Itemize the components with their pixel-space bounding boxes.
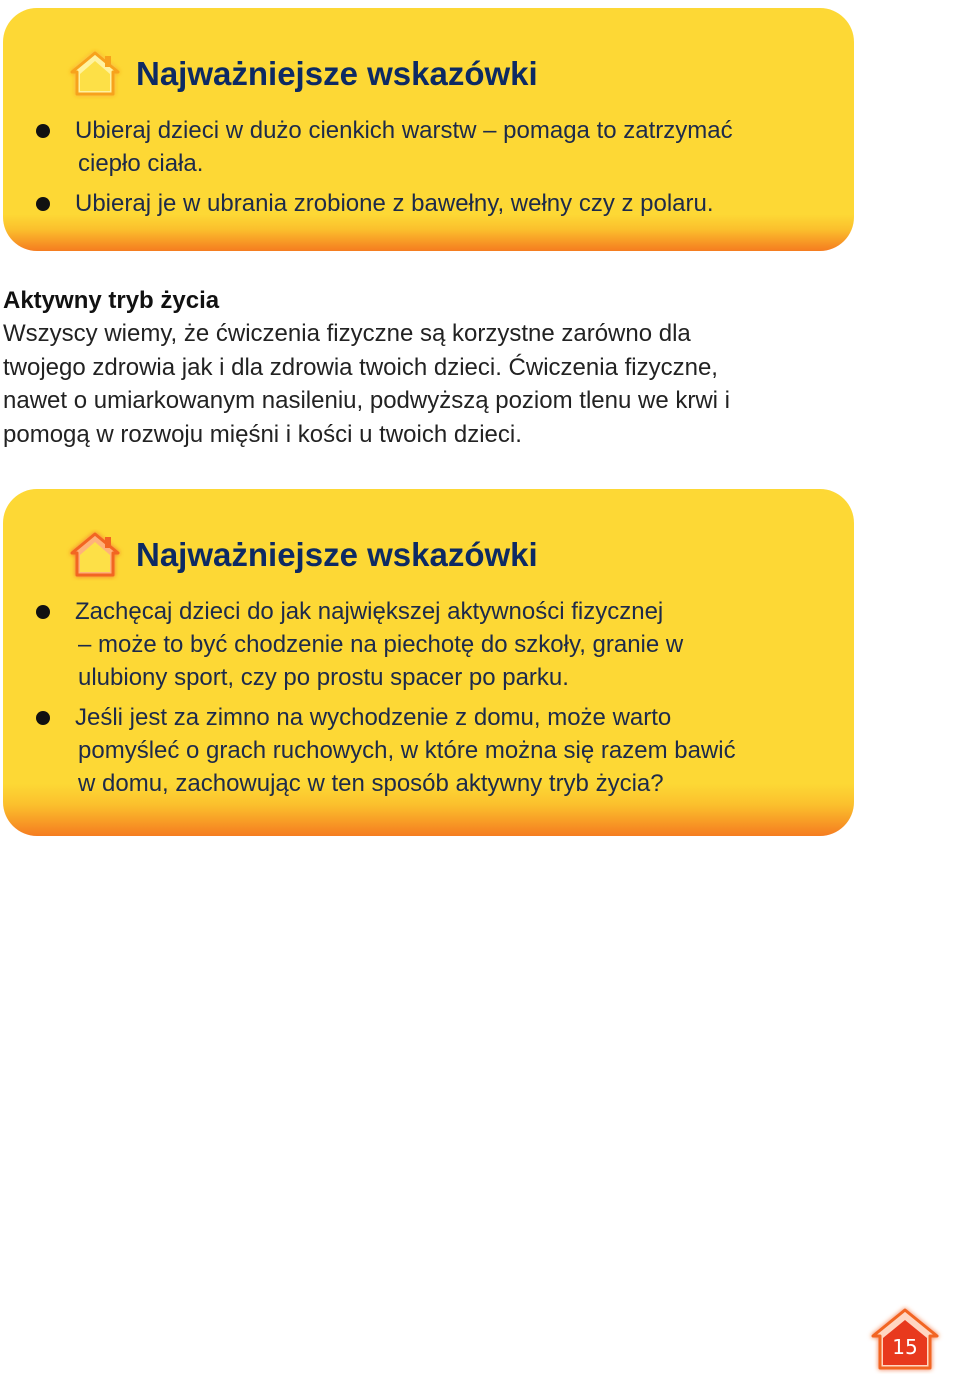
house-icon (66, 48, 124, 100)
tip-list (23, 595, 834, 807)
section-body-line: twojego zdrowia jak i dla zdrowia twoich dzieci. Ćwiczenia fizyczne, (3, 353, 718, 381)
tip-box-header (66, 48, 538, 100)
list-item (23, 187, 834, 220)
page-number-badge (866, 1304, 944, 1374)
section-body-line: pomogą w rozwoju mięśni i kości u twoich dzieci. (3, 420, 522, 448)
section-heading: Aktywny tryb życia (3, 287, 220, 314)
active-lifestyle-section (3, 284, 923, 451)
list-item-line: – może to być chodzenie na piechotę do szkoły, granie w (78, 631, 684, 658)
list-item (23, 595, 834, 694)
bullet-icon (36, 124, 50, 138)
list-item-line: Jeśli jest za zimno na wychodzenie z domu, może warto (75, 704, 672, 731)
section-body-line: nawet o umiarkowanym nasileniu, podwyższą poziom tlenu we krwi i (3, 387, 730, 414)
tip-box-title: Najważniejsze wskazówki (136, 536, 538, 573)
bullet-icon (36, 197, 50, 211)
list-item-line: ulubiony sport, czy po prostu spacer po parku. (78, 664, 569, 691)
section-body (3, 317, 923, 451)
page-number: 15 (892, 1335, 918, 1359)
list-item (23, 114, 834, 180)
bullet-icon (36, 605, 50, 619)
list-item-line: pomyśleć o grach ruchowych, w które można się razem bawić (78, 737, 736, 764)
tip-list (23, 114, 834, 227)
list-item-line: ciepło ciała. (78, 150, 204, 177)
list-item-line: Ubieraj je w ubrania zrobione z bawełny, wełny czy z polaru. (75, 190, 714, 217)
list-item-line: w domu, zachowując w ten sposób aktywny tryb życia? (78, 770, 664, 797)
section-body-line: Wszyscy wiemy, że ćwiczenia fizyczne są korzystne zarówno dla (3, 320, 691, 347)
tip-box-activity (3, 489, 854, 836)
list-item-line: Ubieraj dzieci w dużo cienkich warstw – pomaga to zatrzymać (75, 117, 733, 144)
bullet-icon (36, 711, 50, 725)
list-item-line: Zachęcaj dzieci do jak największej aktywności fizycznej (75, 598, 664, 625)
house-icon (66, 529, 124, 581)
tip-box-clothing (3, 8, 854, 251)
tip-box-title: Najważniejsze wskazówki (136, 55, 538, 92)
list-item (23, 701, 834, 800)
tip-box-header (66, 529, 538, 581)
